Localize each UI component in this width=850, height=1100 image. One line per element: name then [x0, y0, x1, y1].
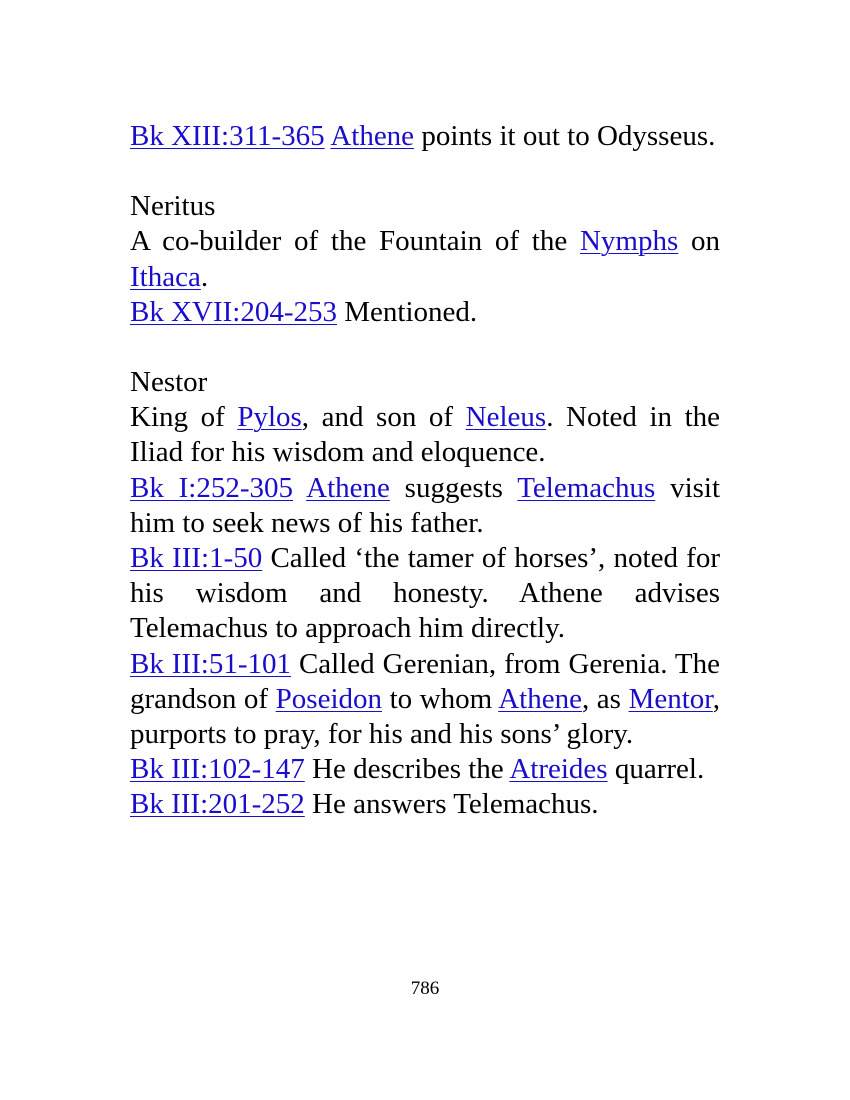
entry-description: [130, 400, 720, 470]
entry-heading-nestor: Nestor: [130, 366, 208, 399]
reference-text: visit him to seek news of his father.: [130, 471, 721, 539]
entry-gap: [130, 154, 720, 189]
ithaca-link[interactable]: Ithaca: [130, 260, 201, 293]
reference-text: He describes the: [312, 753, 504, 786]
reference-text: points it out to Odysseus.: [421, 120, 716, 152]
reference-line: [130, 471, 720, 541]
athene-link[interactable]: Athene: [330, 120, 415, 152]
reference-line: [130, 647, 720, 753]
reference-text: , purports to pray, for his and his sons’ glory.: [130, 682, 721, 751]
book-reference-link[interactable]: Bk XIII:311-365: [130, 120, 325, 152]
pylos-link[interactable]: Pylos: [237, 401, 302, 434]
book-reference-link[interactable]: Bk XVII:204-253: [130, 295, 338, 328]
description-text: .: [200, 260, 209, 293]
reference-text: Called ‘the tamer of horses’, noted for his wisdom and honesty. Athene advises Telemachus to approach him directly.: [130, 542, 720, 645]
reference-text: quarrel.: [614, 753, 705, 786]
page-content: [130, 119, 720, 823]
reference-text: Called Gerenian, from Gerenia. The grandson of: [130, 647, 721, 715]
athene-link[interactable]: Athene: [498, 682, 582, 715]
telemachus-link[interactable]: Telemachus: [517, 471, 656, 504]
book-reference-link[interactable]: Bk I:252-305: [130, 471, 293, 504]
reference-text: Mentioned.: [344, 295, 478, 328]
nymphs-link[interactable]: Nymphs: [579, 225, 679, 258]
reference-line: [130, 787, 720, 822]
atreides-link[interactable]: Atreides: [509, 753, 608, 786]
reference-line: [130, 295, 720, 330]
description-text: , and son of: [301, 401, 454, 434]
reference-line: [130, 119, 720, 154]
description-text: A co-builder of the Fountain of the: [130, 225, 568, 258]
reference-text: , as: [581, 682, 621, 715]
neleus-link[interactable]: Neleus: [465, 401, 547, 434]
description-text: King of: [130, 401, 225, 434]
reference-line: [130, 752, 720, 787]
entry-gap: [130, 330, 720, 365]
page-number: 786: [410, 978, 440, 999]
reference-line: [130, 541, 720, 647]
mentor-link[interactable]: Mentor: [628, 682, 713, 715]
entry-heading-neritus: Neritus: [130, 190, 216, 223]
reference-text: He answers Telemachus.: [312, 788, 599, 821]
reference-text: suggests: [404, 471, 503, 504]
book-reference-link[interactable]: Bk III:102-147: [130, 753, 305, 786]
athene-link[interactable]: Athene: [306, 471, 390, 504]
poseidon-link[interactable]: Poseidon: [275, 682, 382, 715]
reference-text: to whom: [389, 682, 493, 715]
description-text: . Noted in the Iliad for his wisdom and eloquence.: [130, 401, 721, 469]
description-text: on: [691, 225, 721, 258]
entry-description: [130, 224, 720, 294]
book-reference-link[interactable]: Bk III:1-50: [130, 542, 263, 575]
book-reference-link[interactable]: Bk III:201-252: [130, 788, 305, 821]
book-reference-link[interactable]: Bk III:51-101: [130, 647, 291, 680]
